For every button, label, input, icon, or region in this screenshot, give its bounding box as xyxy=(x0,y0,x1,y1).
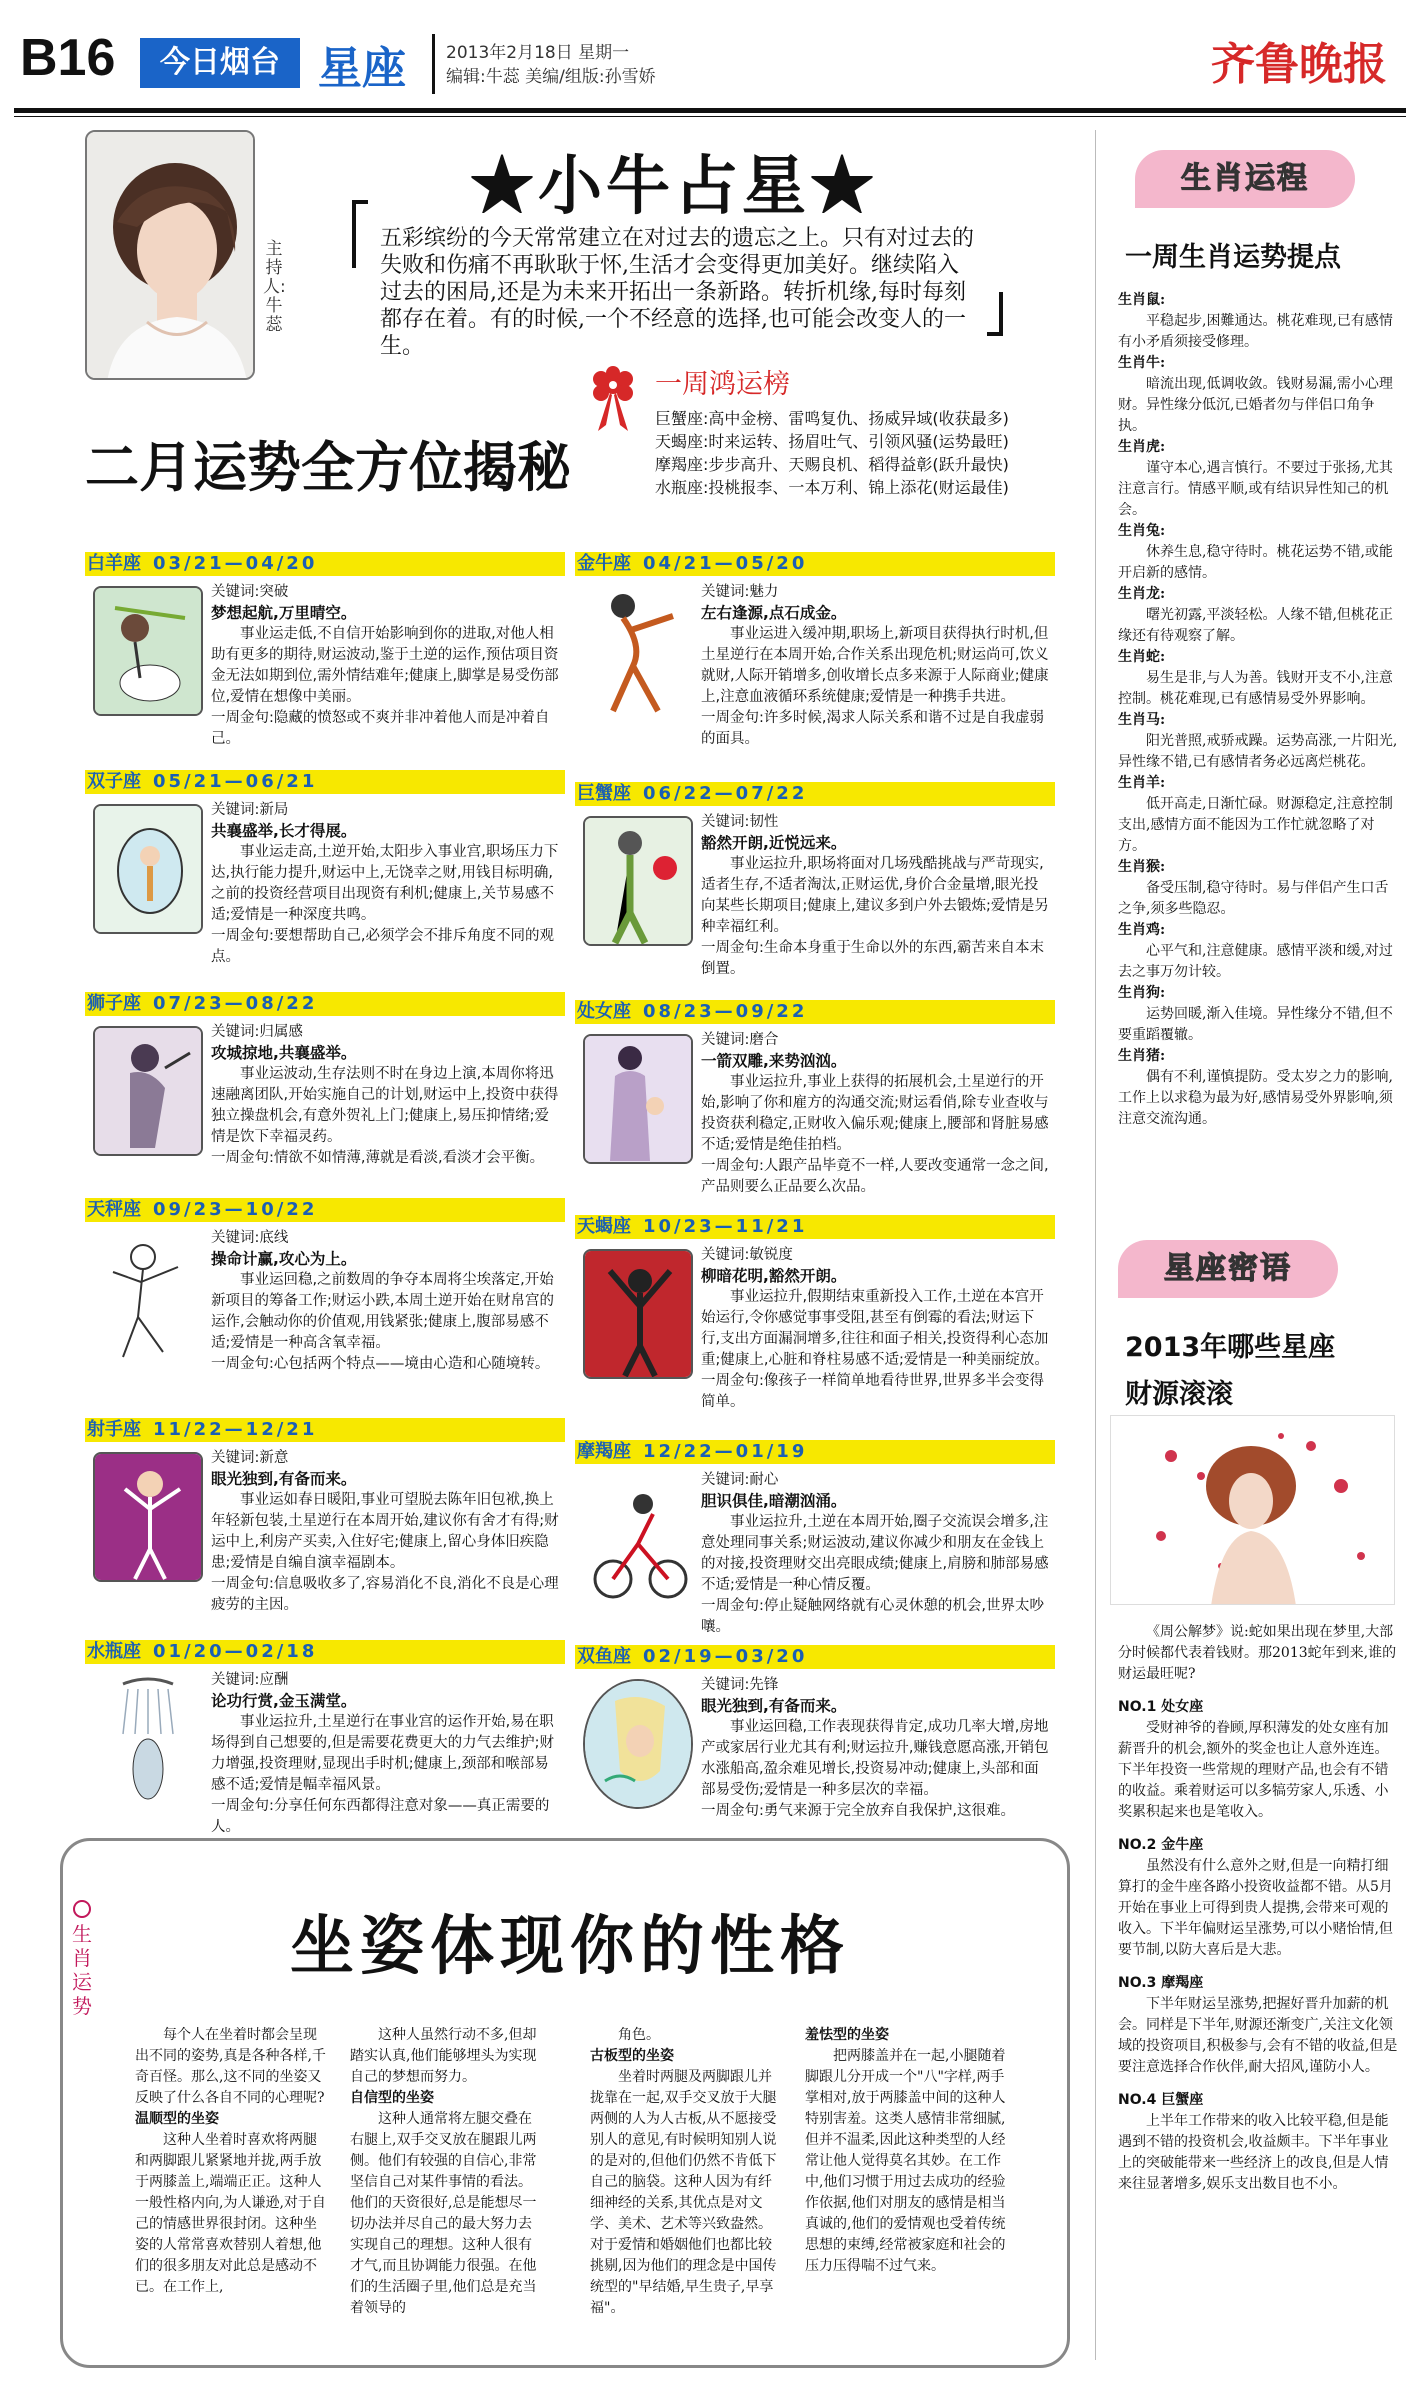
sign-block-libra xyxy=(85,1198,565,1372)
host-photo xyxy=(85,130,255,380)
sign-subtitle: 共襄盛举,长才得展。 xyxy=(211,822,357,840)
sign-quote: 一周金句:心包括两个特点——境由心造和心随境转。 xyxy=(211,1356,550,1372)
zodiac-name: 生肖羊: xyxy=(1118,775,1166,791)
column-divider xyxy=(1095,130,1096,2360)
scorpio-illustration xyxy=(583,1249,693,1379)
sign-block-scorpio xyxy=(575,1215,1055,1410)
sign-block-capricorn xyxy=(575,1440,1055,1635)
secret-rank-label: NO.3 摩羯座 xyxy=(1118,1975,1204,1991)
secret-intro: 《周公解梦》说:蛇如果出现在梦里,大部分时候都代表着钱财。那2013蛇年到来,谁的财运最旺呢? xyxy=(1118,1624,1397,1682)
zodiac-name: 生肖狗: xyxy=(1118,985,1166,1001)
sign-subtitle: 豁然开朗,近悦远来。 xyxy=(701,834,847,852)
sign-keyword: 关键词:底线 xyxy=(211,1230,289,1246)
sign-body: 事业运回稳,之前数周的争夺本周将尘埃落定,开始新项目的筹备工作;财运小跌,本周土逆开始在财帛宫的运作,会触动你的价值观,用钱紧张;健康上,腹部易感不适;爱情是一种高含氧幸福。 xyxy=(211,1272,554,1351)
zodiac-name: 生肖龙: xyxy=(1118,586,1166,602)
honor-list xyxy=(600,362,1020,499)
issue-date: 2013年2月18日 星期一 xyxy=(446,43,630,63)
sign-block-leo xyxy=(85,992,565,1166)
sign-name: 白羊座 xyxy=(87,553,141,574)
sign-date: 04/21—05/20 xyxy=(643,553,808,574)
zodiac-text: 运势回暖,渐入佳境。异性缘分不错,但不要重蹈覆辙。 xyxy=(1118,1006,1393,1043)
open-bracket-icon xyxy=(352,200,370,274)
sign-keyword: 关键词:先锋 xyxy=(701,1677,779,1693)
sign-subtitle: 操命计赢,攻心为上。 xyxy=(211,1250,357,1268)
zodiac-name: 生肖蛇: xyxy=(1118,649,1166,665)
sign-subtitle: 论功行赏,金玉满堂。 xyxy=(211,1692,357,1710)
page-number: B16 xyxy=(20,29,116,87)
sign-body: 事业运走高,土逆开始,太阳步入事业宫,职场压力下达,执行能力提升,财运中上,无饶幸之财,用钱目标明确,之前的投资经营项目出现资有利机;健康上,关节易感不适;爱情是一种深度共鸣。 xyxy=(211,844,559,923)
sitting-title: 坐姿体现你的性格 xyxy=(290,1910,850,1984)
model-photo xyxy=(1110,1415,1395,1605)
zodiac-text: 易生是非,与人为善。钱财开支不小,注意控制。桃花难现,已有感情易受外界影响。 xyxy=(1118,670,1393,707)
header-rule-thin xyxy=(14,116,1406,117)
zodiac-text: 谨守本心,遇言慎行。不要过于张扬,尤其注意言行。情感平顺,或有结识异性知己的机会。 xyxy=(1118,460,1393,518)
cancer-illustration xyxy=(583,816,693,946)
sign-block-pisces xyxy=(575,1645,1055,1819)
sagittarius-illustration xyxy=(93,1452,203,1582)
zodiac-text: 平稳起步,困難通达。桃花难现,已有感情有小矛盾须接受修理。 xyxy=(1118,313,1393,350)
zodiac-name: 生肖兔: xyxy=(1118,523,1166,539)
sign-name: 水瓶座 xyxy=(87,1641,141,1662)
sign-keyword: 关键词:归属感 xyxy=(211,1024,303,1040)
leo-illustration xyxy=(93,1026,203,1156)
sign-block-virgo xyxy=(575,1000,1055,1195)
zodiac-name: 生肖鸡: xyxy=(1118,922,1166,938)
sign-date: 12/22—01/19 xyxy=(643,1441,808,1462)
sign-block-aquarius xyxy=(85,1640,565,1835)
sign-keyword: 关键词:磨合 xyxy=(701,1032,779,1048)
zodiac-name: 生肖牛: xyxy=(1118,355,1166,371)
honor-item: 天蝎座:时来运转、扬眉吐气、引领风骚(运势最旺) xyxy=(655,432,1009,451)
sign-name: 双鱼座 xyxy=(577,1646,631,1667)
zodiac-text: 心平气和,注意健康。感情平淡和缓,对过去之事万勿计较。 xyxy=(1118,943,1393,980)
sign-name: 天蝎座 xyxy=(577,1216,631,1237)
sign-date: 02/19—03/20 xyxy=(643,1646,808,1667)
header-rule xyxy=(14,108,1406,113)
sign-name: 处女座 xyxy=(577,1001,631,1022)
header-divider xyxy=(432,34,435,94)
capricorn-illustration xyxy=(583,1474,693,1604)
zodiac-name: 生肖鼠: xyxy=(1118,292,1166,308)
sign-quote: 一周金句:信息吸收多了,容易消化不良,消化不良是心理疲劳的主因。 xyxy=(211,1576,559,1613)
sign-keyword: 关键词:魅力 xyxy=(701,584,779,600)
sign-block-aries xyxy=(85,552,565,747)
sign-keyword: 关键词:新意 xyxy=(211,1450,289,1466)
secret-rank-text: 上半年工作带来的收入比较平稳,但是能遇到不错的投资机会,收益颇丰。下半年事业上的突破能带来一些经济上的改良,但是人情来往显著增多,娱乐支出数目也不小。 xyxy=(1118,2113,1389,2192)
secret-title-line1: 2013年哪些星座 xyxy=(1125,1332,1336,1363)
sign-date: 07/23—08/22 xyxy=(153,993,318,1014)
sign-block-taurus xyxy=(575,552,1055,747)
sign-date: 06/22—07/22 xyxy=(643,783,808,804)
sign-block-sagittarius xyxy=(85,1418,565,1613)
constellation-ribbon: 星座密语 xyxy=(1118,1240,1338,1298)
zodiac-text: 偶有不利,谨慎提防。受太岁之力的影响,工作上以求稳为最为好,感情易受外界影响,须注意交流沟通。 xyxy=(1118,1069,1393,1127)
sitting-paragraph: 这种人虽然行动不多,但却踏实认真,他们能够埋头为实现自己的梦想而努力。 xyxy=(350,2027,537,2085)
aquarius-illustration xyxy=(93,1674,203,1804)
secret-article xyxy=(1118,1622,1398,2195)
zodiac-weekly-list xyxy=(1118,290,1398,1130)
sign-quote: 一周金句:要想帮助自己,必须学会不排斥角度不同的观点。 xyxy=(211,928,554,965)
gemini-illustration xyxy=(93,804,203,934)
sitting-col-3 xyxy=(590,2025,785,2319)
sign-name: 天秤座 xyxy=(87,1199,141,1220)
section-title: 星座 xyxy=(318,43,406,94)
sign-name: 双子座 xyxy=(87,771,141,792)
sitting-subheading: 古板型的坐姿 xyxy=(590,2048,674,2064)
sign-date: 10/23—11/21 xyxy=(643,1216,808,1237)
sign-block-cancer xyxy=(575,782,1055,977)
sign-name: 摩羯座 xyxy=(577,1441,631,1462)
sign-quote: 一周金句:隐藏的愤怒或不爽并非冲着他人而是冲着自己。 xyxy=(211,710,550,747)
zodiac-name: 生肖猪: xyxy=(1118,1048,1166,1064)
secret-rank-label: NO.1 处女座 xyxy=(1118,1699,1204,1715)
honor-item: 水瓶座:投桃报李、一本万利、锦上添花(财运最佳) xyxy=(655,478,1009,497)
sign-quote: 一周金句:人跟产品毕竟不一样,人要改变通常一念之间,产品则要么正品要么次品。 xyxy=(701,1158,1049,1195)
close-bracket-icon xyxy=(985,290,1003,344)
sign-name: 射手座 xyxy=(87,1419,141,1440)
sign-keyword: 关键词:突破 xyxy=(211,584,289,600)
secret-rank-text: 下半年财运呈涨势,把握好晋升加薪的机会。同样是下半年,财源还渐变广,关注文化领域的投资项目,积极参与,会有不错的收益,但是要注意选择合作伙伴,耐大招风,谨防小人。 xyxy=(1118,1996,1398,2075)
libra-illustration xyxy=(93,1232,203,1362)
secret-rank-text: 虽然没有什么意外之财,但是一向精打细算打的金牛座各路小投资收益都不错。从5月开始在事业上可得到贵人提携,会带来可观的收入。下半年偏财运呈涨势,可以小赌怡情,但要节制,以防大喜后是大悲。 xyxy=(1118,1858,1393,1958)
zodiac-text: 低开高走,日渐忙碌。财源稳定,注意控制支出,感情方面不能因为工作忙就忽略了对方。 xyxy=(1118,796,1393,854)
sign-date: 05/21—06/21 xyxy=(153,771,318,792)
sign-body: 事业运进入缓冲期,职场上,新项目获得执行时机,但土星逆行在本周开始,合作关系出现危机;财运尚可,饮义就财,人际开销增多,创收增长点多来源于人际商业;健康上,注意血液循环系统健康;爱情是一种携手共进。 xyxy=(701,626,1049,705)
sign-keyword: 关键词:应酬 xyxy=(211,1672,289,1688)
side-tag-icon xyxy=(73,1900,91,1918)
virgo-illustration xyxy=(583,1034,693,1164)
sign-quote: 一周金句:许多时候,渴求人际关系和谐不过是自我虚弱的面具。 xyxy=(701,710,1044,747)
sign-body: 事业运如春日暖阳,事业可望脱去陈年旧包袱,换上年轻新包装,土星逆行在本周开始,建议你有舍才有得;财运中上,利房产买卖,入住好宅;健康上,留心身体旧疾隐患;爱情是自编自演幸福剧本。 xyxy=(211,1492,559,1571)
editor-credits: 编辑:牛蕊 美编/组版:孙雪娇 xyxy=(446,67,656,87)
sign-date: 09/23—10/22 xyxy=(153,1199,318,1220)
sign-keyword: 关键词:敏锐度 xyxy=(701,1247,793,1263)
sign-keyword: 关键词:新局 xyxy=(211,802,289,818)
sitting-subheading: 温顺型的坐姿 xyxy=(135,2111,219,2127)
sign-quote: 一周金句:情欲不如情薄,薄就是看淡,看淡才会平衡。 xyxy=(211,1150,545,1166)
main-headline: 二月运势全方位揭秘 xyxy=(85,436,571,499)
zodiac-name: 生肖猴: xyxy=(1118,859,1166,875)
sign-subtitle: 梦想起航,万里晴空。 xyxy=(211,604,357,622)
sign-body: 事业运走低,不自信开始影响到你的进取,对他人相助有更多的期待,财运波动,鉴于土逆的运作,预估项目资金无法如期到位,需外情结难年;健康上,脚掌是易受伤部位,爱情在想像中美丽。 xyxy=(211,626,559,705)
sign-date: 01/20—02/18 xyxy=(153,1641,318,1662)
zodiac-text: 暗流出现,低调收敛。钱财易漏,需小心理财。异性缘分低沉,已婚者勿与伴侣口角争执。 xyxy=(1118,376,1393,434)
sign-quote: 一周金句:分享任何东西都得注意对象——真正需要的人。 xyxy=(211,1798,550,1835)
column-title: ★小牛占星★ xyxy=(470,149,878,224)
zodiac-name: 生肖马: xyxy=(1118,712,1166,728)
sign-keyword: 关键词:耐心 xyxy=(701,1472,779,1488)
sign-date: 08/23—09/22 xyxy=(643,1001,808,1022)
zodiac-text: 阳光普照,戒骄戒躁。运势高涨,一片阳光,异性缘不错,已有感情者务必远离烂桃花。 xyxy=(1118,733,1398,770)
sign-body: 事业运拉升,土逆在本周开始,圈子交流误会增多,注意处理同事关系;财运波动,建议你减少和朋友在金钱上的对接,投资理财交出亮眼成绩;健康上,肩膀和肺部易感不适;爱情是一种心情反覆。 xyxy=(701,1514,1049,1593)
sign-name: 狮子座 xyxy=(87,993,141,1014)
honor-item: 摩羯座:步步高升、天赐良机、稻得益彰(跃升最快) xyxy=(655,455,1009,474)
sign-subtitle: 眼光独到,有备而来。 xyxy=(211,1470,357,1488)
sign-name: 巨蟹座 xyxy=(577,783,631,804)
sign-quote: 一周金句:像孩子一样简单地看待世界,世界多半会变得简单。 xyxy=(701,1373,1044,1410)
honor-list-title: 一周鸿运榜 xyxy=(655,369,790,400)
zodiac-text: 休养生息,稳守待时。桃花运势不错,或能开启新的感情。 xyxy=(1118,544,1393,581)
side-tag-label: 生肖运势 xyxy=(72,1922,92,2018)
zodiac-ribbon: 生肖运程 xyxy=(1135,150,1355,208)
sign-body: 事业运拉升,事业上获得的拓展机会,土星逆行的开始,影响了你和雇方的沟通交流;财运看俏,除专业查收与投资获利稳定,正财收入偏乐观;健康上,腰部和肾脏易感不适;爱情是绝佳拍档。 xyxy=(701,1074,1049,1153)
zodiac-name: 生肖虎: xyxy=(1118,439,1166,455)
sign-keyword: 关键词:韧性 xyxy=(701,814,779,830)
sitting-paragraph: 这种人通常将左腿交叠在右腿上,双手交叉放在腿跟儿两侧。他们有较强的自信心,非常坚信自己对某件事情的看法。他们的天资很好,总是能想尽一切办法并尽自己的最大努力去实现自己的理想。这种人很有才气,而且协调能力很强。在他们的生活圈子里,他们总是充当着领导的 xyxy=(350,2111,537,2316)
sign-block-gemini xyxy=(85,770,565,965)
column-intro: 五彩缤纷的今天常常建立在对过去的遗忘之上。只有对过去的失败和伤痛不再耿耿于怀,生活才会变得更加美好。继续陷入过去的困局,还是为未来开拓出一条新路。转折机缘,每时每刻都存在着。有的时候,一个不经意的选择,也可能会改变人的一生。 xyxy=(380,226,975,359)
sign-date: 11/22—12/21 xyxy=(153,1419,318,1440)
secret-rank-label: NO.4 巨蟹座 xyxy=(1118,2092,1204,2108)
sitting-paragraph: 这种人坐着时喜欢将两腿和两脚跟儿紧紧地并拢,两手放于两膝盖上,端端正正。这种人一般性格内向,为人谦逊,对于自己的情感世界很封闭。这种坐姿的人常常喜欢替别人着想,他们的很多朋友对此总是感动不已。在工作上, xyxy=(135,2132,326,2295)
sitting-col-4 xyxy=(805,2025,1015,2277)
secret-title-line2: 财源滚滚 xyxy=(1125,1379,1233,1410)
side-tag xyxy=(68,1900,96,2018)
sign-subtitle: 胆识俱佳,暗潮汹涌。 xyxy=(701,1492,847,1510)
aries-illustration xyxy=(93,586,203,716)
sign-body: 事业运波动,生存法则不时在身边上演,本周你将迅速融离团队,开始实施自己的计划,财运中上,投资中获得独立操盘机会,有意外贺礼上门;健康上,易压抑情绪;爱情是饮下幸福灵药。 xyxy=(211,1066,559,1145)
sitting-paragraph: 每个人在坐着时都会呈现出不同的姿势,真是各种各样,千奇百怪。那么,这不同的坐姿又反映了什么各自不同的心理呢? xyxy=(135,2027,326,2106)
taurus-illustration xyxy=(583,586,693,716)
section-tag: 今日烟台 xyxy=(140,38,300,88)
zodiac-text: 备受压制,稳守待时。易与伴侣产生口舌之争,须多些隐忍。 xyxy=(1118,880,1389,917)
host-label: 主持人:牛蕊 xyxy=(263,239,286,335)
honor-item: 巨蟹座:高中金榜、雷鸣复仇、扬威异域(收获最多) xyxy=(655,409,1009,428)
sitting-paragraph: 坐着时两腿及两脚跟儿并拢靠在一起,双手交叉放于大腿两侧的人为人古板,从不愿接受别人的意见,有时候明知别人说的是对的,但他们仍然不肯低下自己的脑袋。这种人因为有纤细神经的关系,其优点是对文学、美术、艺术等兴致盎然。对于爱情和婚姻他们也都比较挑剔,因为他们的理念是中国传统型的"早结婚,早生贵子,早享福"。 xyxy=(590,2069,777,2316)
sign-body: 事业运拉升,假期结束重新投入工作,土逆在本宫开始运行,令你感觉事事受阻,甚至有倒霉的看法;财运下行,支出方面漏洞增多,往往和面子相关,投资得利心态加重;健康上,心脏和脊柱易感不适;爱情是一种美丽绽放。 xyxy=(701,1289,1049,1368)
sign-subtitle: 眼光独到,有备而来。 xyxy=(701,1697,847,1715)
secret-rank-label: NO.2 金牛座 xyxy=(1118,1837,1204,1853)
sign-quote: 一周金句:勇气来源于完全放弃自我保护,这很难。 xyxy=(701,1803,1015,1819)
sign-date: 03/21—04/20 xyxy=(153,553,318,574)
sign-subtitle: 攻城掠地,共襄盛举。 xyxy=(211,1044,357,1062)
sign-body: 事业运拉升,土星逆行在事业宫的运作开始,易在职场得到自己想要的,但是需要花费更大的力气去维护;财力增强,投资理财,显现出手时机;健康上,颈部和喉部易感不适;爱情是幅幸福风景。 xyxy=(211,1714,554,1793)
sign-body: 事业运回稳,工作表现获得肯定,成功几率大增,房地产或家居行业尤其有利;财运拉升,赚钱意愿高涨,开销包水涨船高,盈余难见增长,投资易冲动;健康上,头部和面部易受伤;爱情是一种多层次的幸福。 xyxy=(701,1719,1049,1798)
zodiac-weekly-title: 一周生肖运势提点 xyxy=(1125,242,1341,273)
pisces-illustration xyxy=(583,1679,693,1809)
sitting-col-2 xyxy=(350,2025,545,2319)
sign-subtitle: 左右逢源,点石成金。 xyxy=(701,604,847,622)
sign-quote: 一周金句:停止疑触网络就有心灵休憩的机会,世界太吵嚷。 xyxy=(701,1598,1044,1635)
secret-rank-text: 受财神爷的眷顾,厚积薄发的处女座有加薪晋升的机会,额外的奖金也让人意外连连。下半年投资一些常规的理财产品,也会有不错的收益。乘着财运可以多犒劳家人,乐透、小奖累积起来也是笔收入。 xyxy=(1118,1720,1389,1820)
zodiac-text: 曙光初露,平淡轻松。人缘不错,但桃花正缘还有待观察了解。 xyxy=(1118,607,1393,644)
sign-subtitle: 一箭双雕,来势汹汹。 xyxy=(701,1052,847,1070)
sitting-paragraph: 把两膝盖并在一起,小腿随着脚跟儿分开成一个"八"字样,两手掌相对,放于两膝盖中间的这种人特别害羞。这类人感情非常细腻,但并不温柔,因此这种类型的人经常让他人觉得莫名其妙。在工作中,他们习惯于用过去成功的经验作依据,他们对朋友的感情是相当真诚的,他们的爱情观也受着传统思想的束缚,经常被家庭和社会的压力压得喘不过气来。 xyxy=(805,2048,1006,2274)
sign-quote: 一周金句:生命本身重于生命以外的东西,霸苦来自本末倒置。 xyxy=(701,940,1044,977)
sitting-subheading: 自信型的坐姿 xyxy=(350,2090,434,2106)
sitting-subheading: 羞怯型的坐姿 xyxy=(805,2027,889,2043)
sitting-col-1 xyxy=(135,2025,330,2298)
newspaper-logo: 齐鲁晚报 xyxy=(1211,39,1387,90)
sign-name: 金牛座 xyxy=(577,553,631,574)
sitting-paragraph: 角色。 xyxy=(618,2027,660,2043)
sign-body: 事业运拉升,职场将面对几场残酷挑战与严苛现实,适者生存,不适者淘汰,正财运优,身价合金量增,眼光投向某些长期项目;健康上,建议多到户外去锻炼;爱情是另种幸福红利。 xyxy=(701,856,1049,935)
sign-subtitle: 柳暗花明,豁然开朗。 xyxy=(701,1267,847,1285)
